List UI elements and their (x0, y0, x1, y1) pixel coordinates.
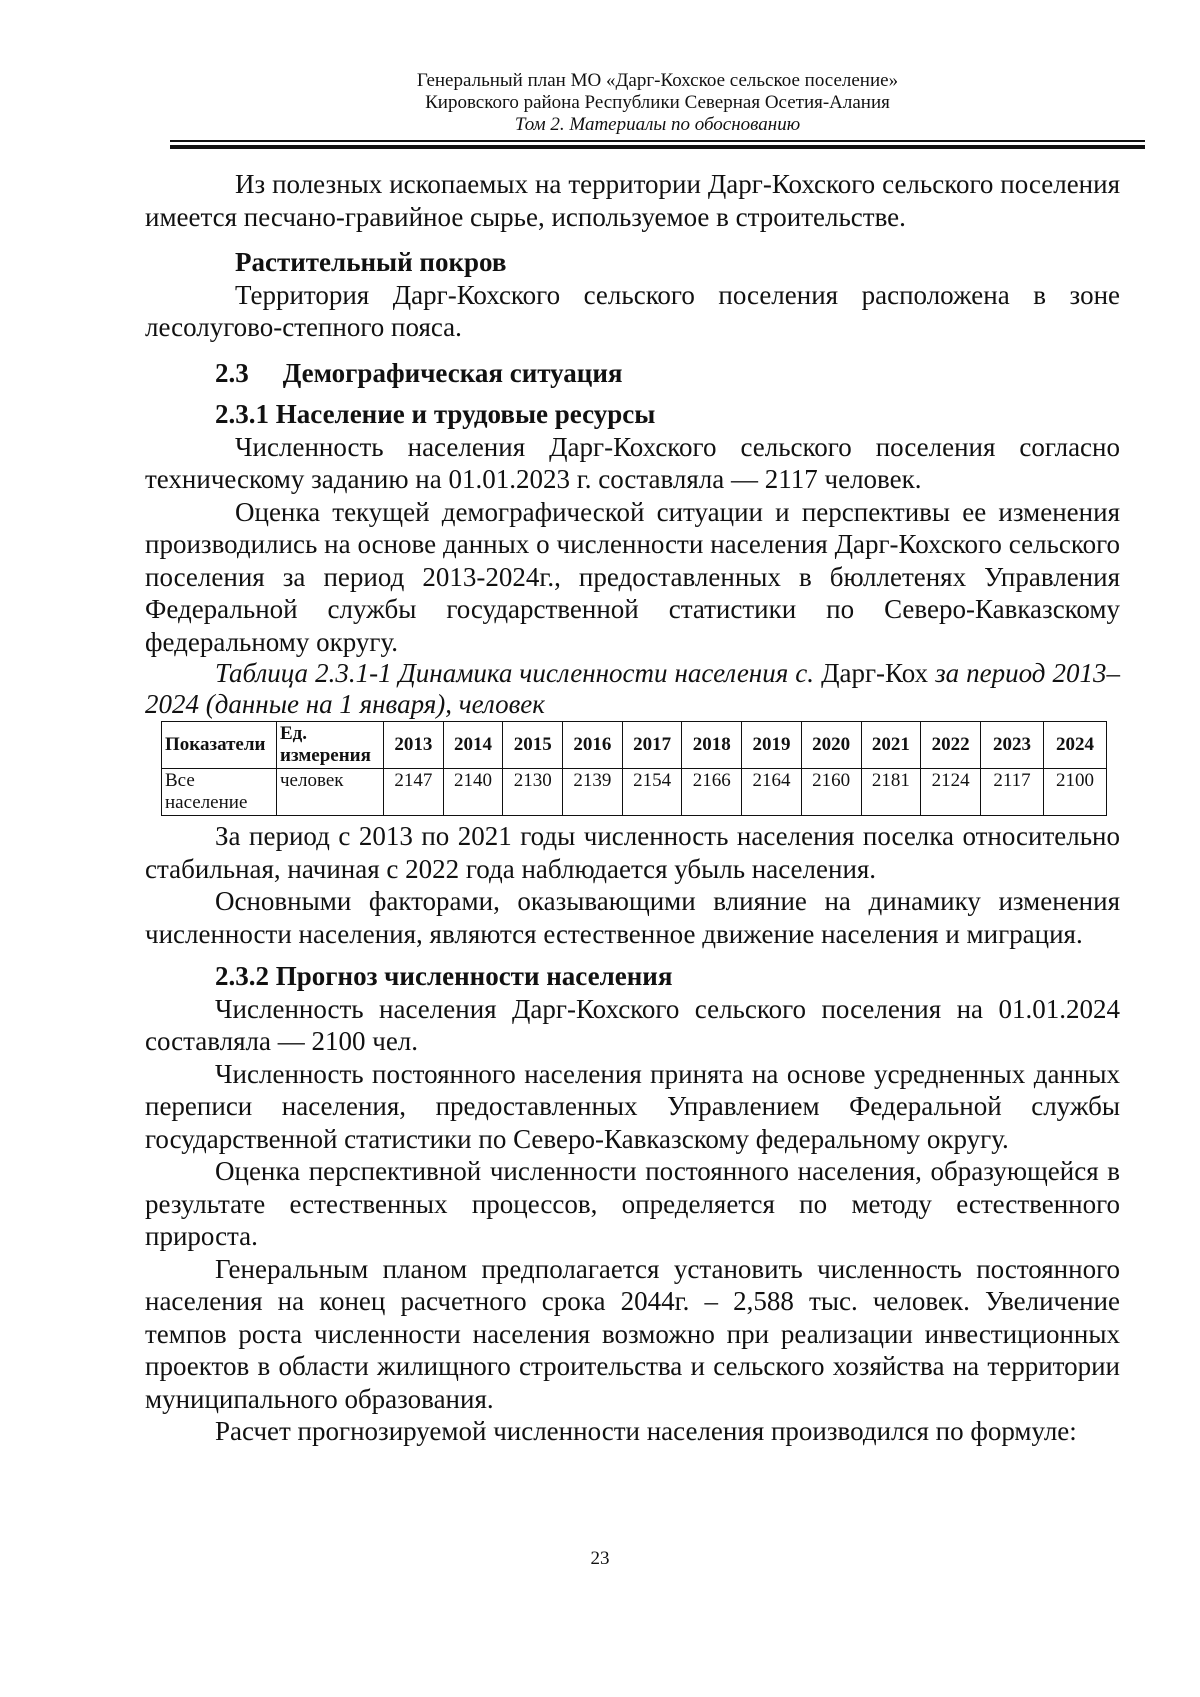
table-caption (145, 658, 1120, 720)
table-cell: человек (277, 769, 384, 816)
period-paragraph: За период с 2013 по 2021 годы численность населения поселка относительно стабильная, начиная с 2022 года наблюдается убыль населения. (145, 821, 1120, 884)
table-header-cell: 2023 (981, 722, 1044, 769)
table-header-cell: 2022 (921, 722, 981, 769)
page-number: 23 (590, 1548, 610, 1569)
header-line-1: Генеральный план МО «Дарг-Кохское сельское поселение» (416, 70, 899, 91)
table-cell: 2100 (1044, 769, 1107, 816)
table-cell: 2140 (443, 769, 503, 816)
subsection-heading-population: 2.3.1 Население и трудовые ресурсы (215, 399, 656, 429)
table-cell: 2124 (921, 769, 981, 816)
running-header (170, 70, 1145, 136)
table-header-cell: 2024 (1044, 722, 1107, 769)
table-header-cell: 2014 (443, 722, 503, 769)
minerals-paragraph: Из полезных ископаемых на территории Дарг-Кохского сельского поселения имеется песчано-гравийное сырье, используемое в строительстве. (145, 169, 1120, 232)
table-header-cell: 2016 (563, 722, 623, 769)
table-cell: 2166 (682, 769, 742, 816)
table-cell: 2139 (563, 769, 623, 816)
section-number: 2.3 (215, 357, 249, 388)
forecast-paragraph: Численность населения Дарг-Кохского сельского поселения на 01.01.2024 составляла — 2100 чел. (145, 993, 1120, 1056)
table-header-cell: 2021 (861, 722, 921, 769)
table-header-row (162, 722, 1107, 769)
table-header-cell: 2020 (801, 722, 861, 769)
table-cell: 2117 (981, 769, 1044, 816)
table-header-cell: Показатели (162, 722, 277, 769)
table-header-cell: Ед. измерения (277, 722, 384, 769)
subsection-heading-forecast: 2.3.2 Прогноз численности населения (215, 961, 673, 991)
table-cell: 2130 (503, 769, 563, 816)
population-paragraph: Численность населения Дарг-Кохского сельского поселения согласно техническому заданию на 01.01.2023 г. составляла — 2117 человек. (145, 431, 1120, 494)
table-row (162, 769, 1107, 816)
table-cell: 2181 (861, 769, 921, 816)
table-header-cell: 2015 (503, 722, 563, 769)
vegetation-paragraph: Территория Дарг-Кохского сельского поселения расположена в зоне лесолугово-степного пояса. (145, 279, 1120, 342)
factors-paragraph: Основными факторами, оказывающими влияние на динамику изменения численности населения, являются естественное движение населения и миграция. (145, 886, 1120, 949)
table-header-cell: 2013 (384, 722, 444, 769)
header-rule-thin (170, 140, 1145, 142)
table-header-cell: 2018 (682, 722, 742, 769)
table-cell: Все население (162, 769, 277, 816)
page-body (145, 168, 1120, 1448)
census-paragraph: Численность постоянного населения принята на основе усредненных данных переписи населения, предоставленных Управлением Федеральной службы государственной статистики по Северо-Кавказскому федеральному округу. (145, 1058, 1120, 1154)
header-line-3: Том 2. Материалы по обоснованию (514, 114, 801, 135)
assessment-paragraph: Оценка текущей демографической ситуации и перспективы ее изменения производились на основе данных о численности населения Дарг-Кохского сельского поселения за период 2013-2024г., предоставленных в бюллетенях Управления Федеральной службы государственной статистики по Северо-Кавказскому федеральному округу. (145, 496, 1120, 657)
table-cell: 2154 (622, 769, 682, 816)
table-header-cell: 2019 (742, 722, 802, 769)
header-line-2: Кировского района Республики Северная Осетия-Алания (425, 92, 890, 113)
plan-paragraph: Генеральным планом предполагается установить численность постоянного населения на конец расчетного срока 2044г. – 2,588 тыс. человек. Увеличение темпов роста численности населения возможно при реализации инвестиционных проектов в области жилищного строительства и сельского хозяйства на территории муниципального образования. (145, 1253, 1120, 1414)
caption-part-1: Таблица 2.3.1-1 Динамика численности населения с. (215, 658, 815, 688)
method-paragraph: Оценка перспективной численности постоянного населения, образующейся в результате естественных процессов, определяется по методу естественного прироста. (145, 1156, 1120, 1251)
table-cell: 2147 (384, 769, 444, 816)
table-header-cell: 2017 (622, 722, 682, 769)
vegetation-heading: Растительный покров (235, 247, 507, 277)
section-title: Демографическая ситуация (282, 357, 623, 388)
formula-paragraph: Расчет прогнозируемой численности населения производился по формуле: (215, 1416, 1077, 1446)
header-rule-thick (170, 145, 1145, 149)
caption-part-2: за период 2013–2024 (данные на 1 января), человек (145, 658, 1121, 719)
table-cell: 2160 (801, 769, 861, 816)
caption-settlement: Дарг-Кох (821, 658, 929, 688)
section-heading (145, 357, 1120, 390)
population-dynamics-table (161, 721, 1107, 816)
table-cell: 2164 (742, 769, 802, 816)
